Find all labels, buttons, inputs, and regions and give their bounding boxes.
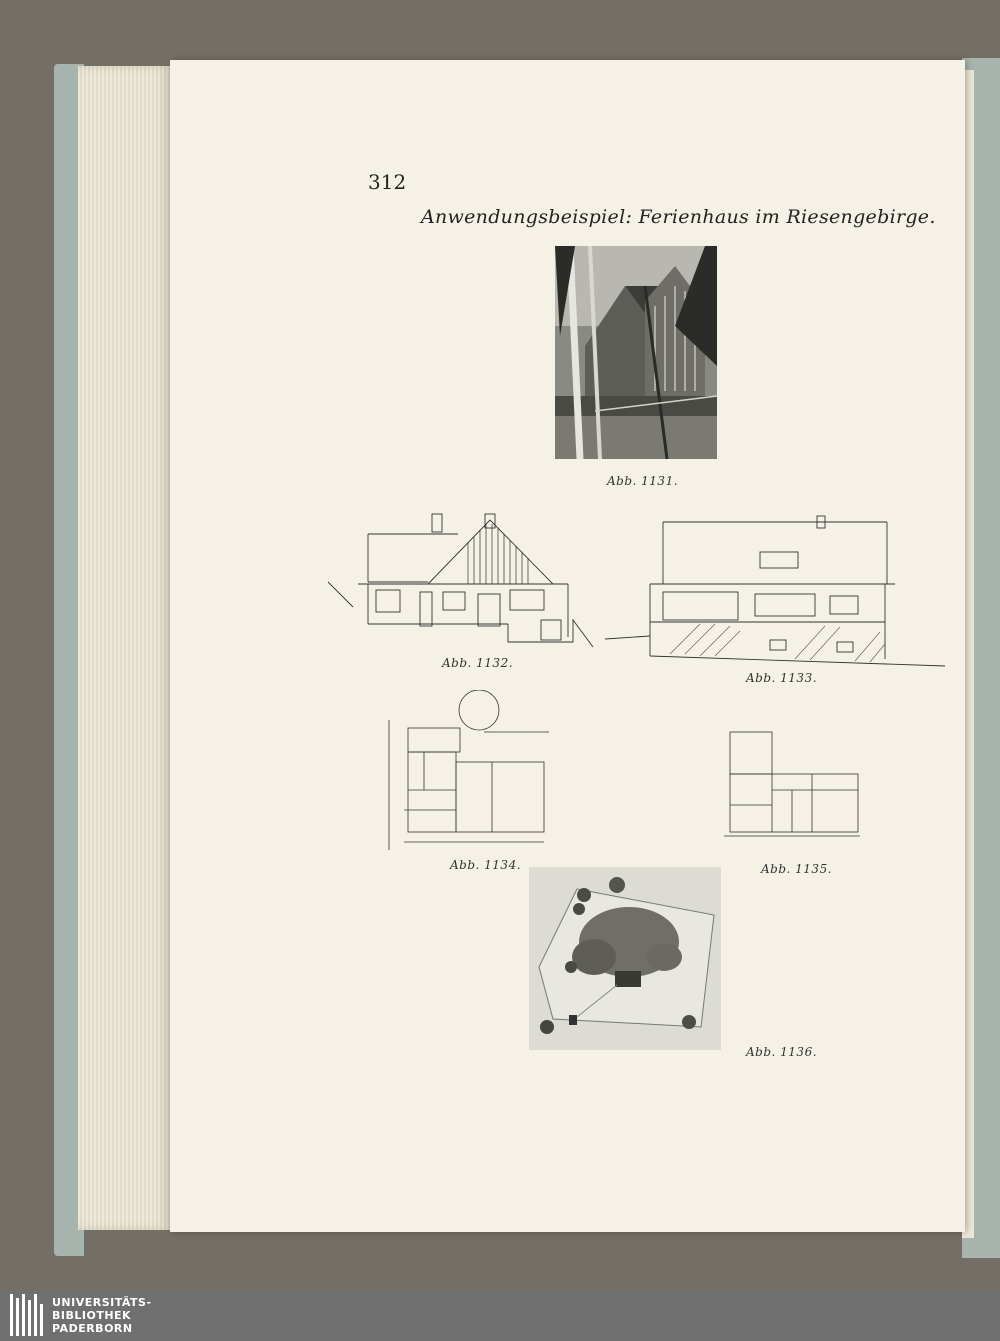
caption-abb-1136: Abb. 1136. [746, 1045, 818, 1059]
library-name-line3: PADERBORN [52, 1322, 133, 1335]
upper-floor-plan [722, 730, 862, 845]
caption-abb-1133: Abb. 1133. [746, 671, 818, 685]
side-elevation-drawing [328, 512, 598, 652]
page-title: Anwendungsbeispiel: Ferienhaus im Riesengebirge. [421, 206, 936, 228]
caption-abb-1134: Abb. 1134. [450, 858, 522, 872]
long-elevation-drawing [605, 514, 945, 674]
library-name [52, 1296, 152, 1335]
caption-abb-1135: Abb. 1135. [761, 862, 833, 876]
page-stack [78, 66, 170, 1230]
library-footer-bar [0, 1290, 1000, 1341]
page-number: 312 [368, 170, 407, 194]
caption-abb-1132: Abb. 1132. [442, 656, 514, 670]
caption-abb-1131: Abb. 1131. [607, 474, 679, 488]
house-photo-figure [555, 246, 717, 459]
library-logo-icon [10, 1294, 44, 1336]
library-name-line1: UNIVERSITÄTS- [52, 1296, 152, 1309]
site-plan-photo [529, 867, 721, 1050]
ground-floor-plan [384, 690, 554, 860]
library-name-line2: BIBLIOTHEK [52, 1309, 132, 1322]
